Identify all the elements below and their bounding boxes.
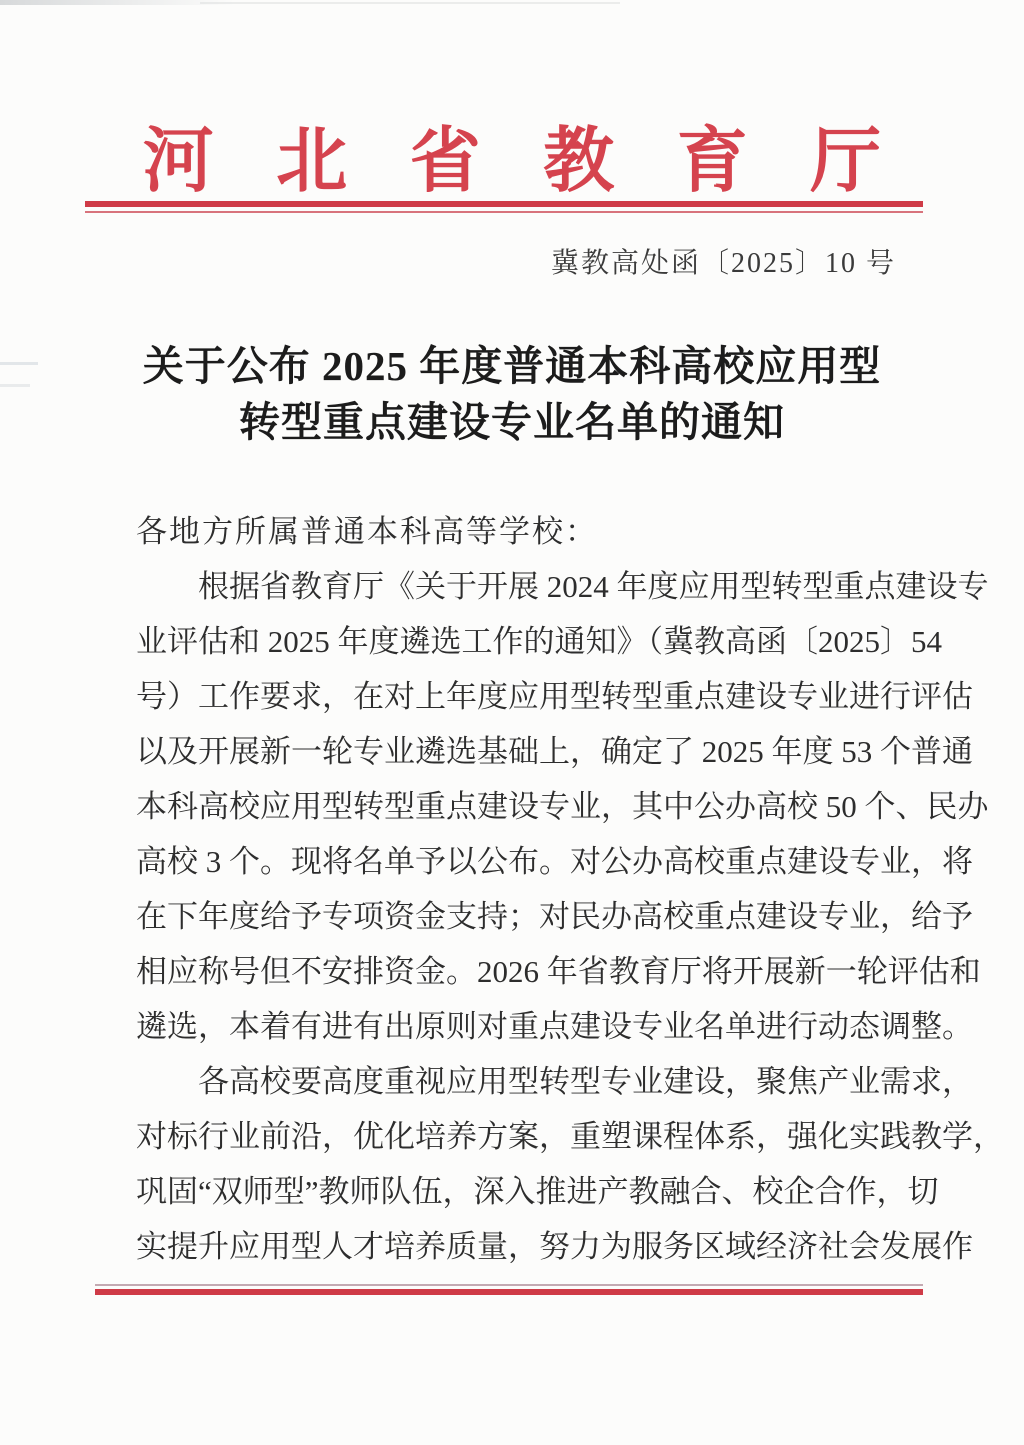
document-title [0, 338, 1024, 450]
body-line: 实提升应用型人才培养质量，努力为服务区域经济社会发展作 [136, 1229, 973, 1264]
document-title-line1: 关于公布 2025 年度普通本科高校应用型 [142, 343, 882, 389]
scan-artifact [0, 0, 235, 5]
salutation-line: 各地方所属普通本科高等学校： [136, 514, 598, 549]
body-line: 相应称号但不安排资金。2026 年省教育厅将开展新一轮评估和 [136, 954, 981, 989]
footer-divider-thick-line [95, 1289, 923, 1295]
scan-artifact [200, 2, 620, 4]
footer-divider-thin-line [95, 1284, 923, 1286]
body-line: 遴选，本着有进有出原则对重点建设专业名单进行动态调整。 [136, 1009, 973, 1044]
body-line: 业评估和 2025 年度遴选工作的通知》（冀教高函〔2025〕54 [136, 624, 942, 659]
document-number: 冀教高处函〔2025〕10 号 [550, 248, 896, 279]
document-body [136, 504, 1004, 1274]
body-line: 根据省教育厅《关于开展 2024 年度应用型转型重点建设专 [198, 569, 989, 604]
document-title-line2: 转型重点建设专业名单的通知 [239, 399, 785, 445]
body-line: 对标行业前沿，优化培养方案，重塑课程体系，强化实践教学， [136, 1119, 1004, 1154]
body-line: 在下年度给予专项资金支持；对民办高校重点建设专业，给予 [136, 899, 973, 934]
footer-divider [95, 1284, 923, 1295]
body-line: 各高校要高度重视应用型转型专业建设，聚焦产业需求， [198, 1064, 973, 1099]
header-divider-thick-line [85, 201, 923, 207]
header-divider [85, 201, 923, 213]
header-divider-thin-line [85, 211, 923, 213]
agency-letterhead: 河北省教育厅 [142, 123, 944, 201]
body-line: 以及开展新一轮专业遴选基础上，确定了 2025 年度 53 个普通 [136, 734, 973, 769]
body-line: 本科高校应用型转型重点建设专业，其中公办高校 50 个、民办 [136, 789, 989, 824]
body-line: 巩固“双师型”教师队伍，深入推进产教融合、校企合作，切 [136, 1174, 939, 1209]
body-line: 号）工作要求，在对上年度应用型转型重点建设专业进行评估 [136, 679, 973, 714]
body-line: 高校 3 个。现将名单予以公布。对公办高校重点建设专业，将 [136, 844, 973, 879]
